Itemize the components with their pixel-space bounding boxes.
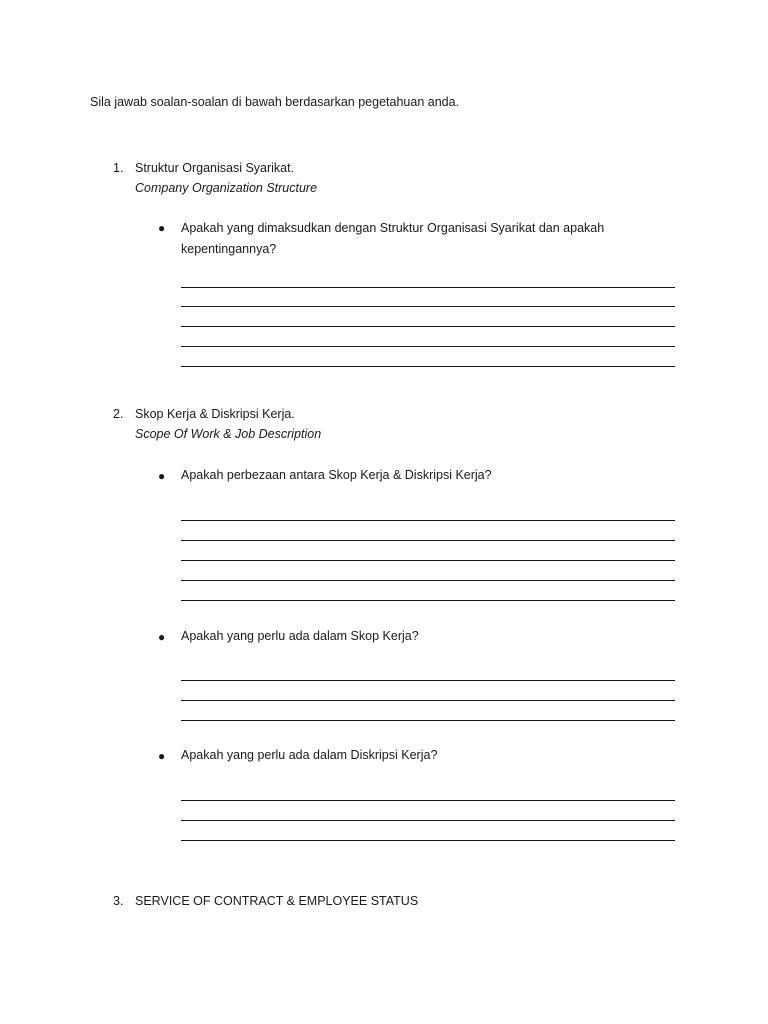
answer-line[interactable] [181,700,675,701]
section-2-title: Skop Kerja & Diskripsi Kerja. [135,407,295,421]
answer-line[interactable] [181,840,675,841]
answer-line[interactable] [181,560,675,561]
answer-line[interactable] [181,820,675,821]
section-3-number: 3. [113,894,124,908]
question-2-2: Apakah yang perlu ada dalam Skop Kerja? [181,629,419,643]
answer-line[interactable] [181,680,675,681]
answer-line[interactable] [181,720,675,721]
bullet-icon: ● [158,630,166,644]
answer-line[interactable] [181,600,675,601]
answer-line[interactable] [181,366,675,367]
answer-line[interactable] [181,540,675,541]
answer-line[interactable] [181,800,675,801]
answer-line[interactable] [181,346,675,347]
section-3-title: SERVICE OF CONTRACT & EMPLOYEE STATUS [135,894,419,908]
section-1-title: Struktur Organisasi Syarikat. [135,161,295,175]
bullet-icon: ● [158,221,166,235]
answer-line[interactable] [181,287,675,288]
intro-instruction: Sila jawab soalan-soalan di bawah berdasarkan pegetahuan anda. [90,95,460,109]
question-2-3: Apakah yang perlu ada dalam Diskripsi Kerja? [181,748,438,762]
question-1-1: Apakah yang dimaksudkan dengan Struktur Organisasi Syarikat dan apakah kepentingannya? [181,221,605,256]
answer-line[interactable] [181,580,675,581]
question-2-1: Apakah perbezaan antara Skop Kerja & Diskripsi Kerja? [181,468,492,482]
section-1-number: 1. [113,161,124,175]
answer-line[interactable] [181,306,675,307]
section-2-number: 2. [113,407,124,421]
answer-line[interactable] [181,326,675,327]
bullet-icon: ● [158,469,166,483]
section-2-subtitle: Scope Of Work & Job Description [135,427,322,441]
bullet-icon: ● [158,749,166,763]
section-1-subtitle: Company Organization Structure [135,181,318,195]
answer-line[interactable] [181,520,675,521]
